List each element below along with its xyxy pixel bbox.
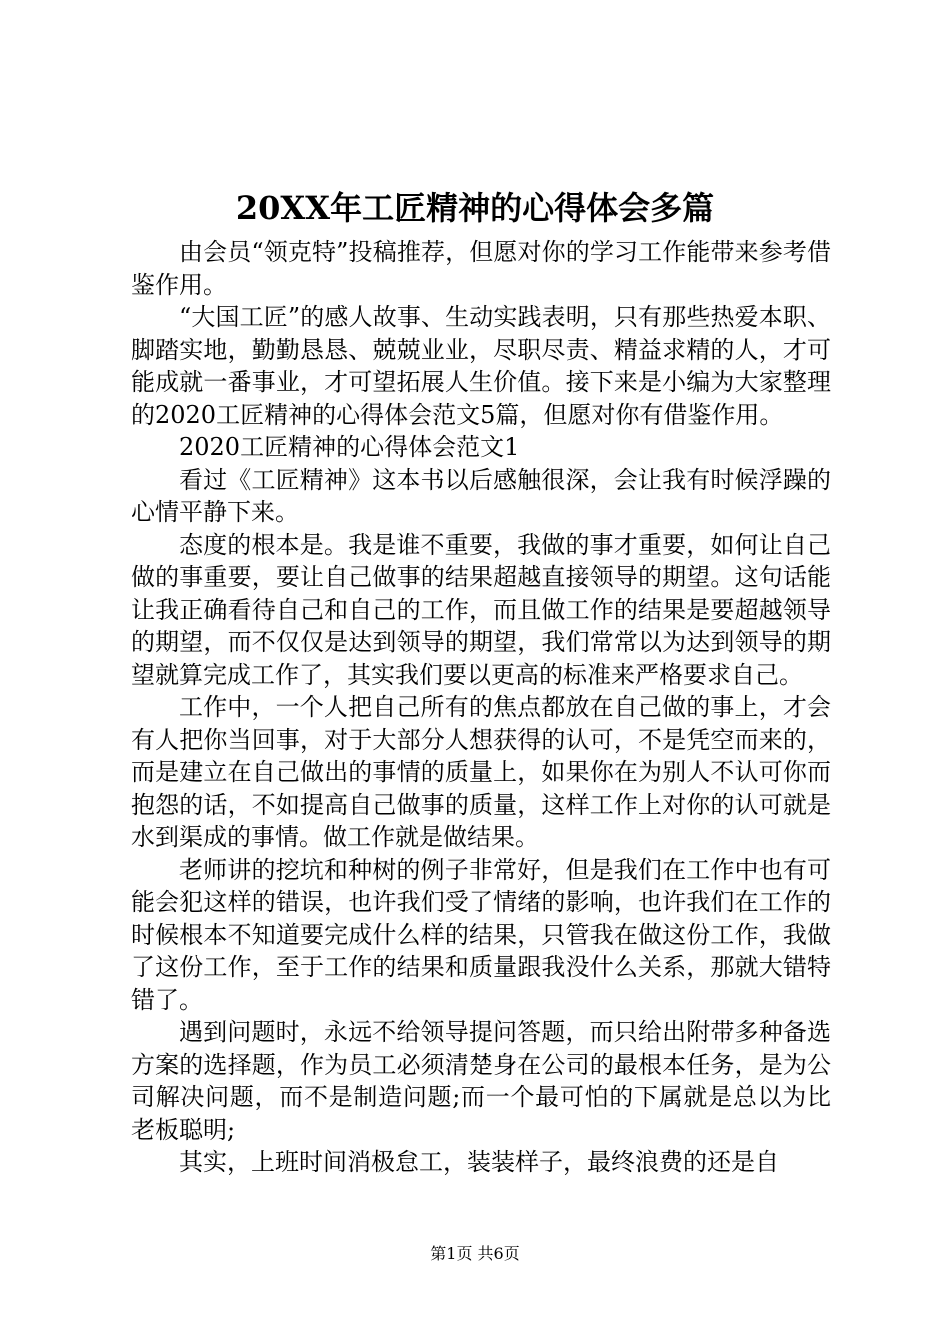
paragraph: 看过《工匠精神》这本书以后感触很深，会让我有时候浮躁的心情平静下来。 xyxy=(131,465,831,526)
paragraph: 其实，上班时间消极怠工，装装样子，最终浪费的还是自 xyxy=(179,1148,779,1176)
page-number-footer: 第1页 共6页 xyxy=(430,1244,520,1263)
document-title: 20XX年工匠精神的心得体会多篇 xyxy=(235,189,715,227)
paragraph-intro: 由会员“领克特”投稿推荐，但愿对你的学习工作能带来参考借鉴作用。 xyxy=(131,238,831,299)
paragraph: 态度的根本是。我是谁不重要，我做的事才重要，如何让自己做的事重要，要让自己做事的结果超越直接领导的期望。这句话能让我正确看待自己和自己的工作，而且做工作的结果是要超越领导的期望，而不仅仅是达到领导的期望，我们常常以为达到领导的期望就算完成工作了，其实我们要以更高的标准来严格要求自己。 xyxy=(131,530,831,689)
document-body xyxy=(131,236,831,1179)
paragraph-summary: “大国工匠”的感人故事、生动实践表明，只有那些热爱本职、脚踏实地，勤勤恳恳、兢兢业业，尽职尽责、精益求精的人，才可能成就一番事业，才可望拓展人生价值。接下来是小编为大家整理的2020工匠精神的心得体会范文5篇，但愿对你有借鉴作用。 xyxy=(131,303,831,429)
paragraph: 遇到问题时，永远不给领导提问答题，而只给出附带多种备选方案的选择题，作为员工必须清楚身在公司的最根本任务，是为公司解决问题，而不是制造问题;而一个最可怕的下属就是总以为比老板聪明; xyxy=(131,1018,831,1144)
section-heading: 2020工匠精神的心得体会范文1 xyxy=(179,433,520,461)
paragraph: 工作中，一个人把自己所有的焦点都放在自己做的事上，才会有人把你当回事，对于大部分人想获得的认可，不是凭空而来的，而是建立在自己做出的事情的质量上，如果你在为别人不认可你而抱怨的话，不如提高自己做事的质量，这样工作上对你的认可就是水到渠成的事情。做工作就是做结果。 xyxy=(131,693,831,851)
paragraph: 老师讲的挖坑和种树的例子非常好，但是我们在工作中也有可能会犯这样的错误，也许我们受了情绪的影响，也许我们在工作的时候根本不知道要完成什么样的结果，只管我在做这份工作，我做了这份工作，至于工作的结果和质量跟我没什么关系，那就大错特错了。 xyxy=(131,855,831,1014)
